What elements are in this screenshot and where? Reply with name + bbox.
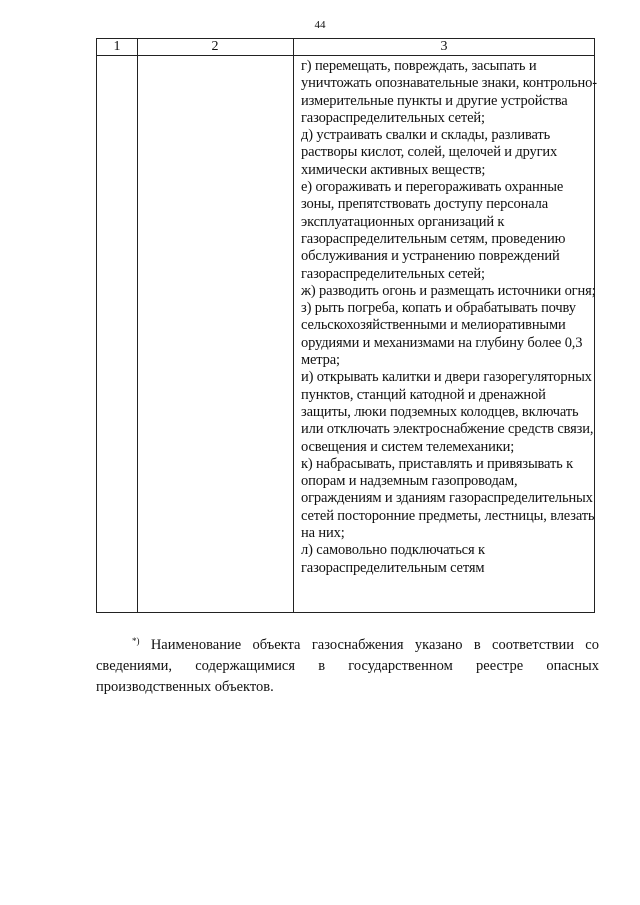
restrictions-table	[96, 38, 595, 613]
list-item: д) устраивать свалки и склады, разливать растворы кислот, солей, щелочей и других химически активных веществ;	[301, 127, 558, 178]
restrictions-list	[301, 58, 597, 577]
list-item: е) огораживать и перегораживать охранные зоны, препятствовать доступу персонала эксплуатационных организаций к газораспределительным сетям, проведению обслуживания и устранению повреждений газораспределительных сетей;	[301, 179, 566, 282]
footnote	[96, 635, 599, 698]
page-number: 44	[314, 19, 326, 31]
table-header-divider	[97, 55, 594, 56]
list-item: л) самовольно подключаться к газораспределительным сетям	[301, 542, 485, 576]
list-item: к) набрасывать, приставлять и привязывать к опорам и надземным газопроводам, ограждениям и зданиям газораспределительных сетей посторонние предметы, лестницы, влезать на них;	[301, 455, 595, 542]
footnote-marker: *)	[132, 636, 140, 646]
table-header-col-2: 2	[211, 39, 219, 54]
table-column-divider	[293, 39, 294, 612]
list-item: г) перемещать, повреждать, засыпать и уничтожать опознавательные знаки, контрольно-измерительные пункты и другие устройства газораспределительных сетей;	[301, 58, 597, 126]
footnote-text: Наименование объекта газоснабжения указано в соответствии со сведениями, содержащимися в государственном реестре опасных производственных объектов.	[96, 637, 599, 695]
list-item: и) открывать калитки и двери газорегуляторных пунктов, станций катодной и дренажной защиты, люки подземных колодцев, включать или отключать электроснабжение средств связи, освещения и систем телемеханики;	[301, 369, 594, 455]
table-header-col-1: 1	[113, 39, 121, 54]
table-column-divider	[137, 39, 138, 612]
table-header-col-3: 3	[440, 39, 448, 54]
list-item: з) рыть погреба, копать и обрабатывать почву сельскохозяйственными и мелиоративными орудиями и механизмами на глубину более 0,3 метра;	[301, 300, 583, 369]
list-item: ж) разводить огонь и размещать источники огня;	[301, 282, 596, 299]
